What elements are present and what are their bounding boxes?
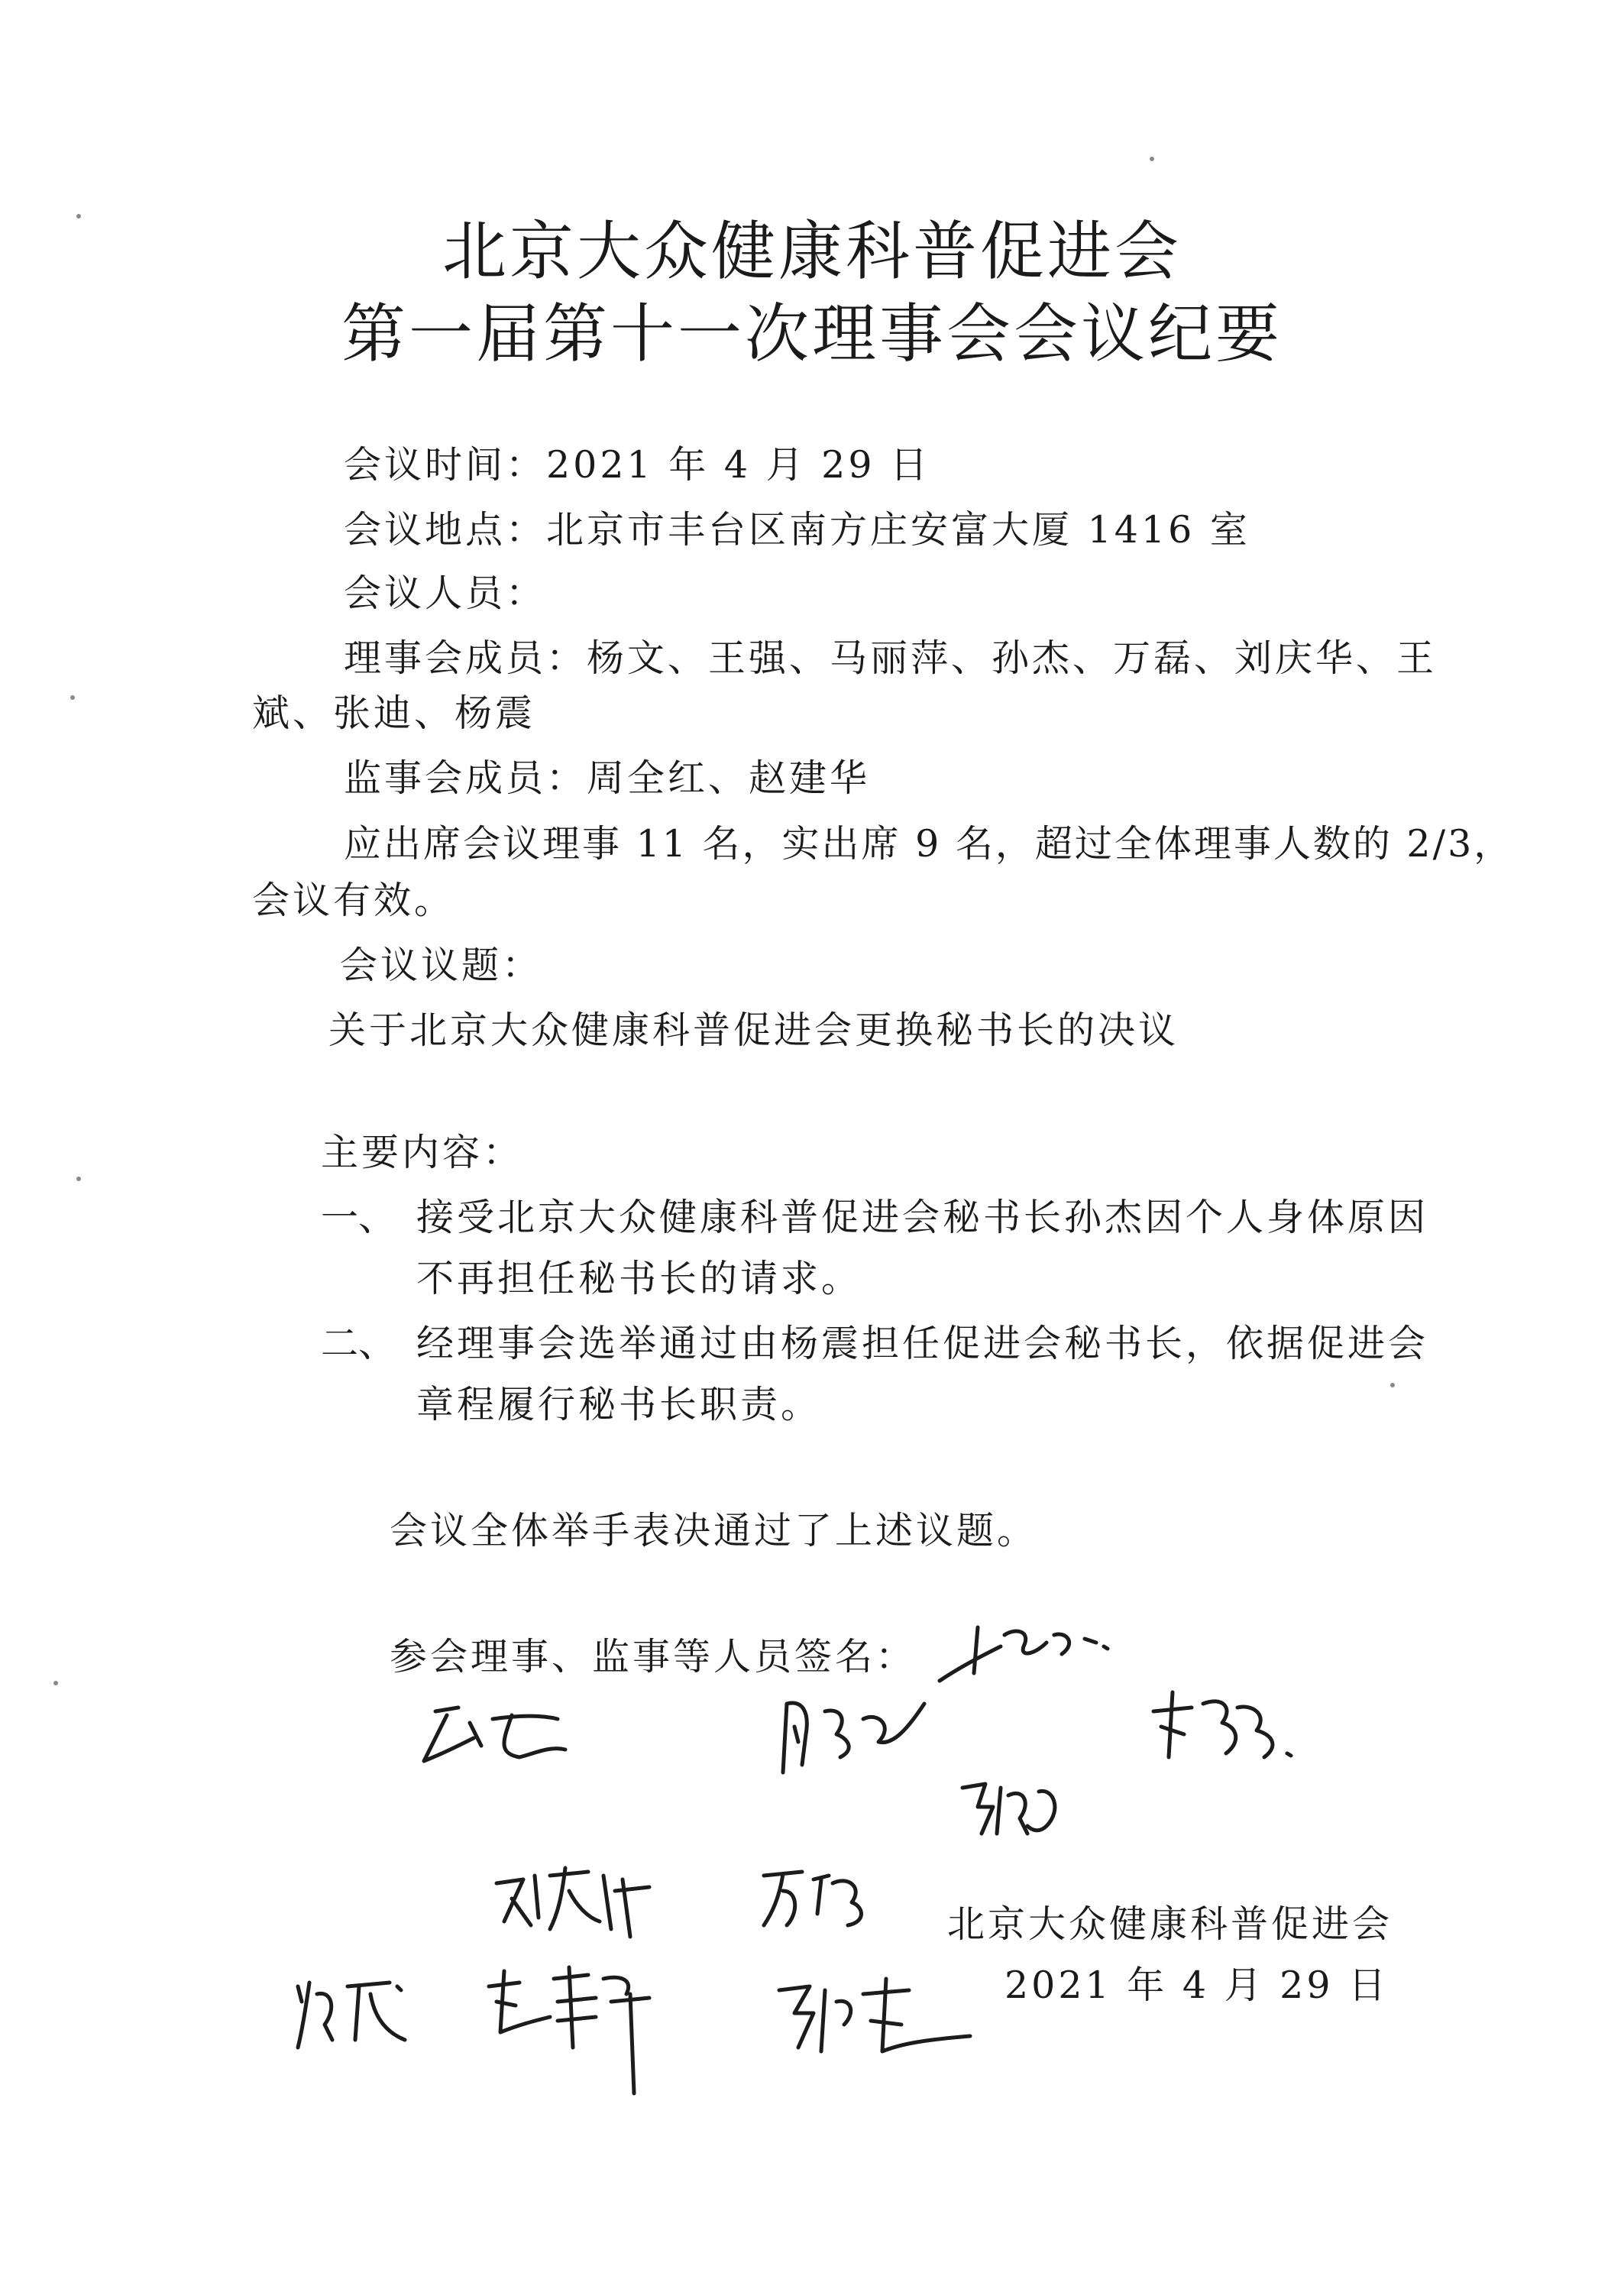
footer-organization: 北京大众健康科普促进会 bbox=[947, 1902, 1393, 1946]
item-number: 一、 bbox=[321, 1196, 396, 1239]
item-text-line1: 接受北京大众健康科普促进会秘书长孙杰因个人身体原因 bbox=[416, 1196, 1429, 1239]
meeting-topic: 关于北京大众健康科普促进会更换秘书长的决议 bbox=[328, 1008, 1179, 1052]
attendees-label: 会议人员： bbox=[344, 571, 547, 615]
document-title-line1: 北京大众健康科普促进会 bbox=[442, 214, 1182, 289]
signature-wan-lei bbox=[756, 1853, 878, 1940]
signature-zhang-di bbox=[955, 1765, 1069, 1852]
signature-liu-qinghua bbox=[489, 1853, 665, 1947]
signature-zhao-jianhua bbox=[481, 1956, 665, 2104]
signature-yang-wen bbox=[932, 1612, 1115, 1699]
scan-speck bbox=[1390, 1383, 1395, 1387]
supervisor-members: 监事会成员：周全红、赵建华 bbox=[344, 756, 871, 800]
resolution-statement: 会议全体举手表决通过了上述议题。 bbox=[390, 1509, 1038, 1552]
signature-zhou-quanhong bbox=[764, 1681, 932, 1798]
council-members-line2: 斌、张迪、杨震 bbox=[252, 691, 536, 735]
meeting-time: 会议时间：2021 年 4 月 29 日 bbox=[344, 443, 931, 487]
scan-speck bbox=[76, 214, 81, 219]
footer-date: 2021 年 4 月 29 日 bbox=[1004, 1963, 1389, 2007]
attendance-line2: 会议有效。 bbox=[252, 879, 455, 922]
topic-label: 会议议题： bbox=[340, 944, 543, 987]
signature-wang-bin bbox=[290, 1963, 412, 2058]
scan-speck bbox=[76, 1177, 81, 1181]
signatures-label: 参会理事、监事等人员签名： bbox=[390, 1635, 917, 1679]
meeting-location: 会议地点：北京市丰台区南方庄安富大厦 1416 室 bbox=[344, 508, 1250, 552]
scan-speck bbox=[1150, 157, 1154, 161]
scan-speck bbox=[53, 1681, 58, 1685]
document-title-line2: 第一届第十一次理事会会议纪要 bbox=[341, 296, 1283, 371]
signature-sun-jie-sign bbox=[412, 1692, 581, 1779]
council-members-line1: 理事会成员：杨文、王强、马丽萍、孙杰、万磊、刘庆华、王 bbox=[344, 636, 1438, 680]
item-number: 二、 bbox=[321, 1322, 396, 1365]
item-text-line2: 章程履行秘书长职责。 bbox=[416, 1383, 822, 1426]
signature-sun-jie bbox=[772, 1967, 978, 2070]
attendance-line1: 应出席会议理事 11 名，实出席 9 名，超过全体理事人数的 2/3， bbox=[344, 822, 1514, 866]
signature-yang-zhen bbox=[1146, 1681, 1299, 1776]
item-text-line1: 经理事会选举通过由杨震担任促进会秘书长，依据促进会 bbox=[416, 1322, 1429, 1365]
item-text-line2: 不再担任秘书长的请求。 bbox=[416, 1257, 862, 1300]
content-label: 主要内容： bbox=[321, 1131, 524, 1174]
scan-speck bbox=[70, 695, 75, 700]
